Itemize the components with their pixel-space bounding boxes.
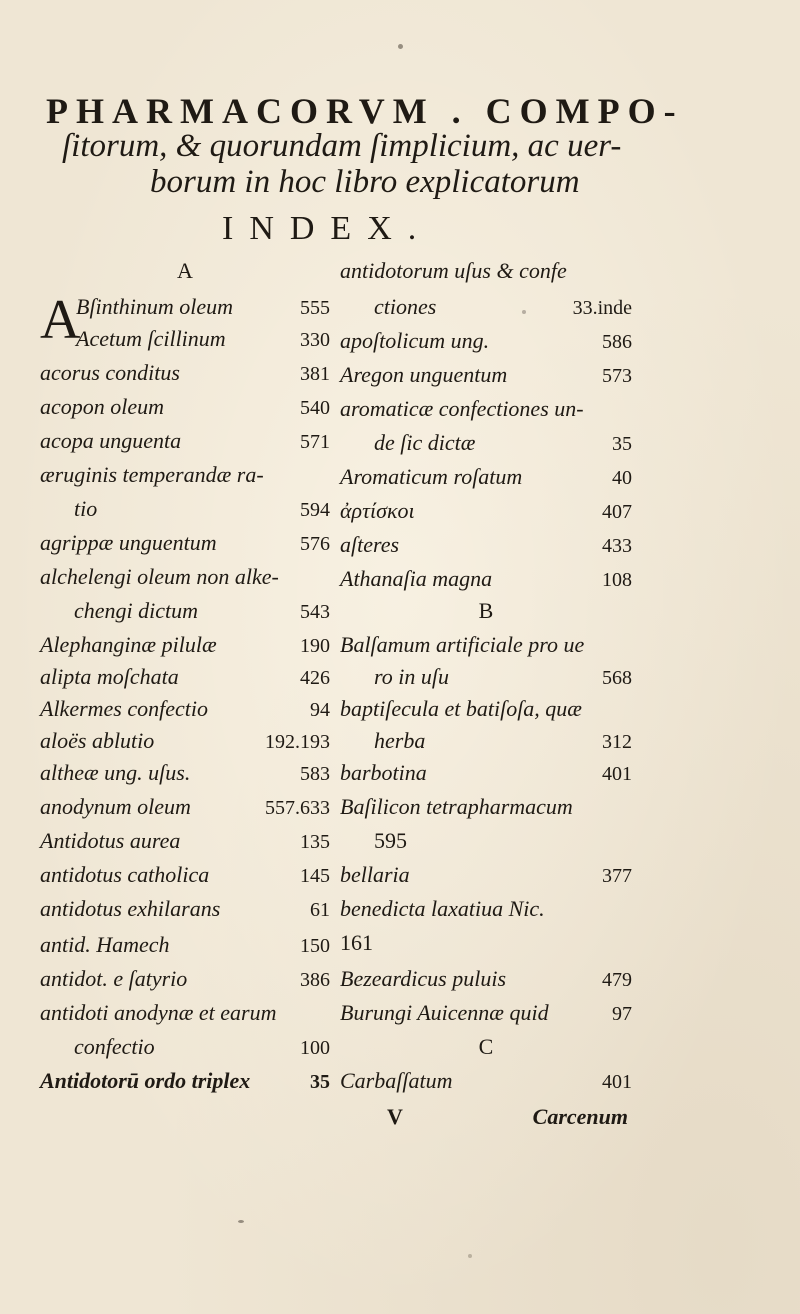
catchword: Carcenum xyxy=(532,1104,628,1129)
section-heading-c: C xyxy=(478,1034,494,1059)
header-line-3: borum in hoc libro explicatorum xyxy=(150,164,580,200)
list-item: Baſilicon tetrapharmacum xyxy=(340,794,573,819)
list-item: antidoti anodynæ et earum xyxy=(40,1000,277,1025)
list-item: antid. Hamech 150 xyxy=(40,932,330,957)
list-item: Antidotus aurea 135 xyxy=(40,828,330,853)
list-item: apoſtolicum ung. 586 xyxy=(340,328,632,353)
list-item: alipta moſchata 426 xyxy=(40,664,330,689)
paper-fleck xyxy=(522,310,526,314)
list-item: ro in uſu 568 xyxy=(374,664,632,689)
list-item: æruginis temperandæ ra- xyxy=(40,462,264,487)
paper-fleck xyxy=(398,44,403,49)
list-item: ctiones 33.inde xyxy=(374,294,632,319)
list-item: altheæ ung. uſus. 583 xyxy=(40,760,330,785)
section-heading-a: A xyxy=(177,258,193,283)
list-item: alchelengi oleum non alke- xyxy=(40,564,279,589)
paper-fleck xyxy=(468,1254,472,1258)
list-item: baptiſecula et batiſoſa, quæ xyxy=(340,696,582,721)
catchword-line xyxy=(340,1104,632,1140)
list-item: antidotus exhilarans 61 xyxy=(40,896,330,921)
list-item: Balſamum artificiale pro ue xyxy=(340,632,585,657)
paper-fleck xyxy=(238,1220,244,1223)
signature-mark: V xyxy=(387,1104,403,1129)
list-item: 161 xyxy=(340,930,373,955)
list-item: de ſic dictæ 35 xyxy=(374,430,632,455)
list-item: agrippæ unguentum 576 xyxy=(40,530,330,555)
section-heading-b: B xyxy=(478,598,494,623)
list-item: Burungi Auicennæ quid 97 xyxy=(340,1000,632,1025)
list-item: tio 594 xyxy=(74,496,330,521)
list-item: Alkermes confectio 94 xyxy=(40,696,330,721)
list-item: anodynum oleum 557.633 xyxy=(40,794,330,819)
list-item: antidot. e ſatyrio 386 xyxy=(40,966,330,991)
list-item: confectio 100 xyxy=(74,1034,330,1059)
list-item: Bezeardicus puluis 479 xyxy=(340,966,632,991)
list-item: antidotorum uſus & confe xyxy=(340,258,567,283)
list-item: ἀρτίσκοι 407 xyxy=(340,498,632,523)
list-item: aromaticæ confectiones un- xyxy=(340,396,584,421)
list-item: antidotus catholica 145 xyxy=(40,862,330,887)
list-item: chengi dictum 543 xyxy=(74,598,330,623)
header-line-1: PHARMACORVM . COMPO- xyxy=(46,91,684,131)
list-item: Athanaſia magna 108 xyxy=(340,566,632,591)
list-item: Antidotorū ordo triplex 35 xyxy=(40,1068,330,1093)
drop-cap: A xyxy=(40,289,81,351)
list-item: Aregon unguentum 573 xyxy=(340,362,632,387)
list-item: acorus conditus 381 xyxy=(40,360,330,385)
list-item: aſteres 433 xyxy=(340,532,632,557)
list-item: acopa unguenta 571 xyxy=(40,428,330,453)
list-item: acopon oleum 540 xyxy=(40,394,330,419)
list-item: Alephanginæ pilulæ 190 xyxy=(40,632,330,657)
list-item: Acetum ſcillinum 330 xyxy=(76,326,330,351)
list-item: bellaria 377 xyxy=(340,862,632,887)
list-item: Bſinthinum oleum 555 xyxy=(76,294,330,319)
index-title: INDEX. xyxy=(222,210,433,247)
list-item: herba 312 xyxy=(374,728,632,753)
header-line-2: ſitorum, & quorundam ſimplicium, ac uer- xyxy=(62,128,622,164)
list-item: barbotina 401 xyxy=(340,760,632,785)
list-item: 595 xyxy=(374,828,407,853)
list-item: Aromaticum roſatum 40 xyxy=(340,464,632,489)
list-item: benedicta laxatiua Nic. xyxy=(340,896,545,921)
list-item: Carbaſſatum 401 xyxy=(340,1068,632,1093)
list-item: aloës ablutio 192.193 xyxy=(40,728,330,753)
